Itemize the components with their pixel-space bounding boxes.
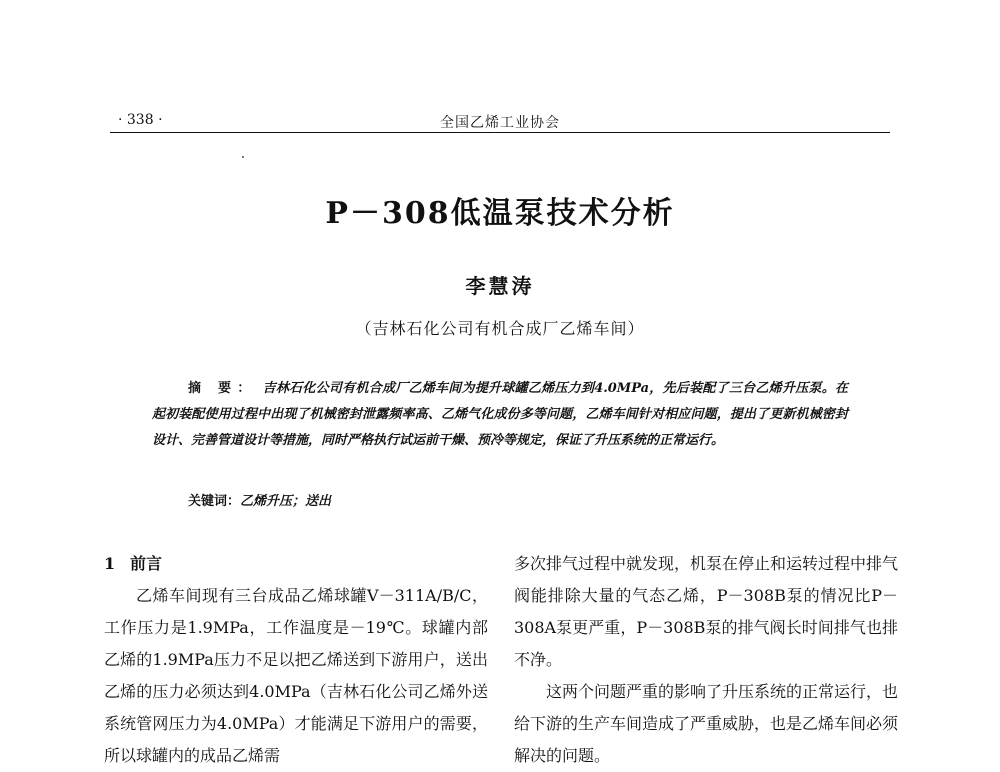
section-heading bbox=[104, 548, 488, 580]
section-title: 前言 bbox=[130, 554, 163, 573]
body-paragraph: 多次排气过程中就发现，机泵在停止和运转过程中排气阀能排除大量的气态乙烯，P－308B泵的情况比P－308A泵更严重，P－308B泵的排气阀长时间排气也排不净。 bbox=[514, 554, 899, 669]
author-name: 李慧涛 bbox=[465, 274, 535, 298]
abstract-text: 吉林石化公司有机合成厂乙烯车间为提升球罐乙烯压力到4.0MPa，先后装配了三台乙烯升压泵。在起初装配使用过程中出现了机械密封泄露频率高、乙烯气化成份多等问题，乙烯车间针对相应问题，提出了更新机械密封设计、完善管道设计等措施，同时严格执行试运前干燥、预冷等规定，保证了升压系统的正常运行。 bbox=[152, 381, 849, 448]
section-number: 1 bbox=[104, 554, 116, 573]
abstract-label: 摘 要： bbox=[188, 381, 257, 396]
body-paragraph: 这两个问题严重的影响了升压系统的正常运行，也给下游的生产车间造成了严重威胁，也是乙烯车间必须解决的问题。 bbox=[514, 682, 899, 765]
keywords bbox=[188, 490, 331, 509]
body-paragraph: 乙烯车间现有三台成品乙烯球罐V－311A/B/C，工作压力是1.9MPa，工作温度是－19℃。球罐内部乙烯的1.9MPa压力不足以把乙烯送到下游用户，送出乙烯的压力必须达到4.0MPa（吉林石化公司乙烯外送系统管网压力为4.0MPa）才能满足下游用户的需要，所以球罐内的成品乙烯需 bbox=[104, 586, 488, 765]
keywords-text: 乙烯升压；送出 bbox=[240, 494, 332, 509]
left-column bbox=[104, 548, 488, 772]
scan-speck bbox=[242, 156, 244, 158]
paper-title: P－308低温泵技术分析 bbox=[325, 196, 675, 231]
page-number: · 338 · bbox=[118, 112, 163, 128]
journal-name: 全国乙烯工业协会 bbox=[440, 115, 560, 131]
running-header bbox=[110, 106, 890, 133]
author-affiliation: （吉林石化公司有机合成厂乙烯车间） bbox=[355, 319, 645, 338]
keywords-label: 关键词： bbox=[188, 494, 241, 509]
abstract bbox=[152, 376, 848, 454]
right-column bbox=[514, 548, 898, 772]
